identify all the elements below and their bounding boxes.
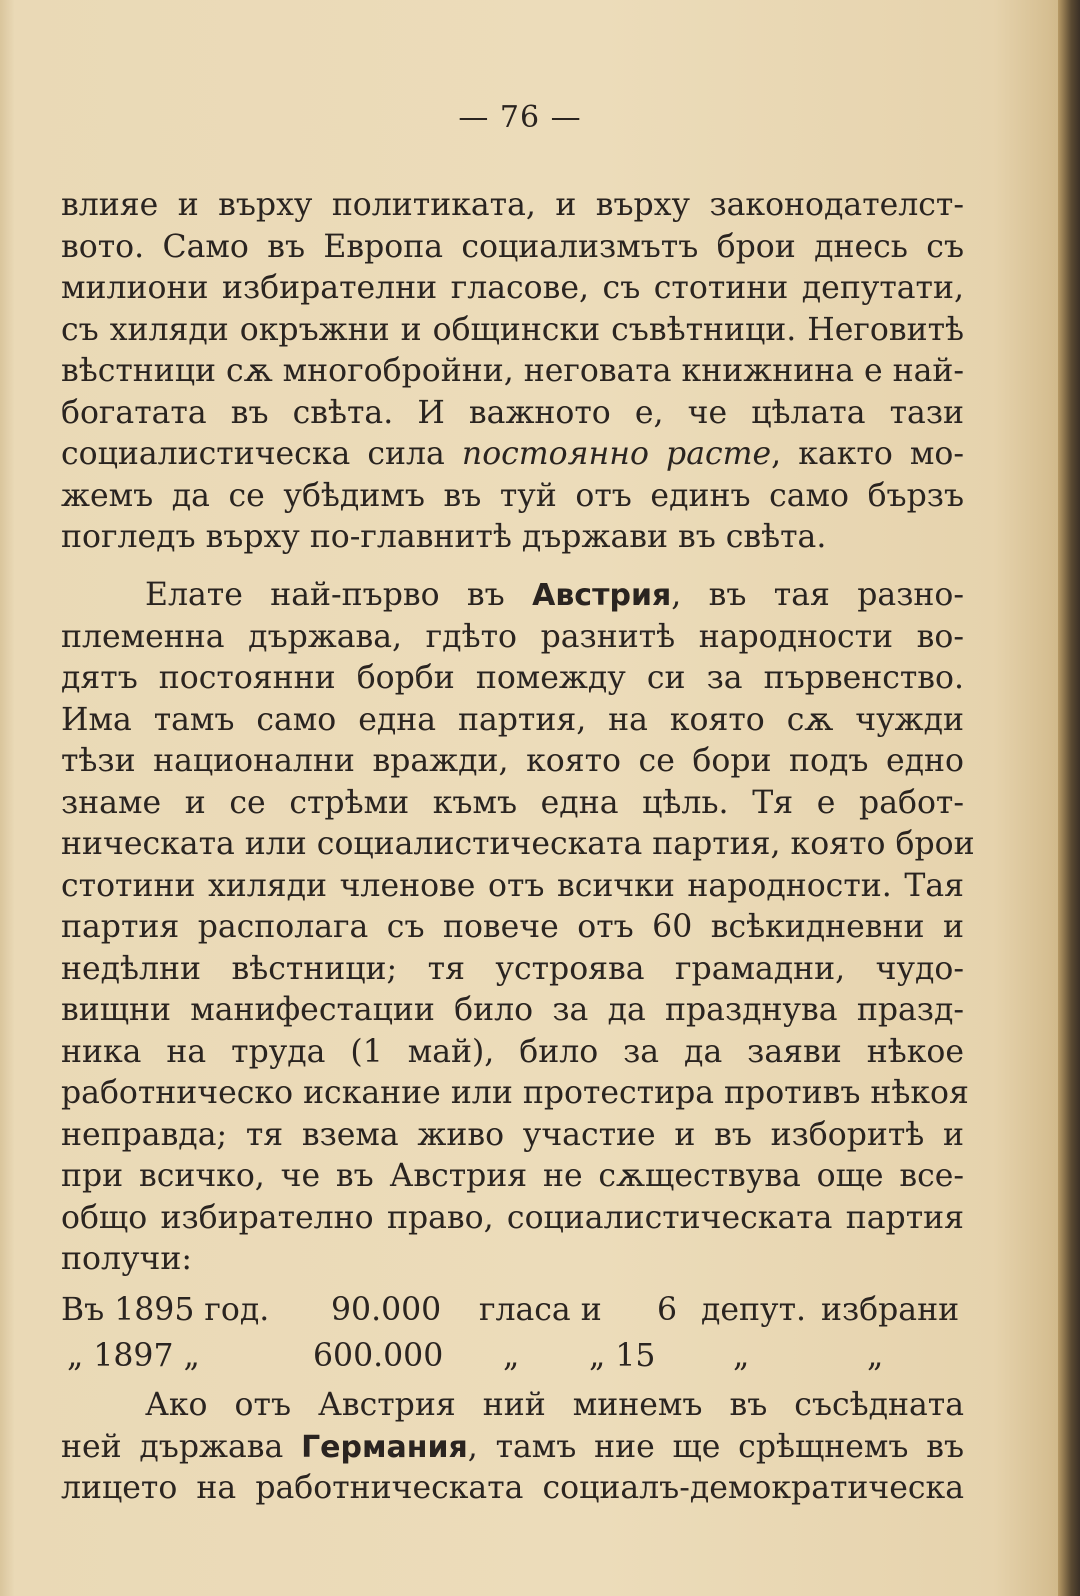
- table-cell: 6: [657, 1292, 678, 1328]
- text-line: Ако отъ Австрия ний минемъ въ съсѣдната: [145, 1387, 964, 1423]
- text-segment: Елате най-първо въ: [145, 577, 505, 613]
- paragraph-1: [61, 185, 964, 559]
- text-line: партия располага съ повече отъ 60 всѣкидневни и: [61, 909, 964, 945]
- text-line: [61, 575, 964, 617]
- text-segment: , въ тая разно-: [671, 577, 965, 613]
- text-line: племенна държава, гдѣто разнитѣ народности во-: [61, 618, 964, 655]
- text-line: жемъ да се убѣдимъ въ туй отъ единъ само бързъ: [61, 477, 964, 514]
- text-line: вѣстници сѫ многобройни, неговата книжнина е най-: [61, 353, 965, 389]
- table-cell: депут.: [701, 1292, 807, 1328]
- text-line: [61, 1427, 964, 1469]
- bold-country-name: Германия: [301, 1429, 468, 1465]
- text-line: ника на труда (1 май), било за да заяви нѣкое: [61, 1033, 964, 1070]
- text-line: Има тамъ само една партия, на която сѫ чужди: [61, 701, 964, 738]
- text-line: неправда; тя взема живо участие и въ изборитѣ и: [61, 1116, 964, 1153]
- paragraph-2: [61, 575, 975, 1281]
- table-cell: 600.000: [313, 1338, 444, 1374]
- paragraph-3: [61, 1385, 964, 1510]
- table-cell: „ 15: [589, 1338, 656, 1374]
- text-line: стотини хиляди членове отъ всички народности. Тая: [61, 867, 964, 904]
- table-cell: „ 1897 „: [67, 1338, 200, 1374]
- page-number: — 76 —: [458, 100, 582, 135]
- table-row: [61, 1290, 964, 1336]
- text-line: общо избирателно право, социалистическата партия: [61, 1199, 964, 1236]
- text-segment: , както мо-: [771, 436, 964, 472]
- italic-phrase: постоянно расте: [461, 436, 772, 472]
- text-line: тѣзи национални вражди, която се бори подъ едно: [61, 743, 964, 779]
- text-line: получи:: [61, 1241, 192, 1277]
- text-line: съ хиляди окръжни и общински съвѣтници. Неговитѣ: [61, 311, 964, 348]
- text-line: погледъ върху по-главнитѣ държави въ свѣта.: [61, 519, 827, 555]
- book-spine: [1058, 0, 1080, 1596]
- text-line: вото. Само въ Европа социализмътъ брои днесь съ: [61, 228, 964, 265]
- text-line: вищни манифестации било за да празднува празд-: [61, 992, 964, 1028]
- page-left-edge: [0, 0, 14, 1596]
- text-line: знаме и се стрѣми къмъ една цѣль. Тя е работ-: [61, 784, 964, 821]
- table-cell: „: [867, 1338, 884, 1374]
- text-line: влияе и върху политиката, и върху законодателст-: [61, 187, 964, 223]
- table-cell: 90.000: [331, 1292, 442, 1328]
- text-line: работническо искание или протестира противъ нѣкоя: [61, 1075, 969, 1111]
- text-line: [61, 434, 964, 476]
- table-cell: Въ 1895 год.: [61, 1292, 270, 1328]
- bold-country-name: Австрия: [532, 578, 672, 613]
- table-cell: избрани: [821, 1292, 960, 1328]
- text-line: лицето на работническата социалъ-демократическа: [61, 1470, 964, 1506]
- table-cell: „: [733, 1338, 750, 1374]
- text-line: богатата въ свѣта. И важното е, че цѣлата тази: [61, 394, 964, 431]
- text-segment: ней държава: [61, 1428, 284, 1465]
- table-row: [61, 1336, 964, 1382]
- text-segment: , тамъ ние ще срѣщнемъ въ: [467, 1428, 964, 1465]
- table-cell: гласа и: [479, 1292, 602, 1328]
- text-line: ническата или социалистическата партия, която брои: [61, 826, 975, 862]
- text-line: при всичко, че въ Австрия не сѫществува още все-: [61, 1158, 964, 1194]
- election-results-table: [61, 1290, 964, 1382]
- text-line: недѣлни вѣстници; тя устроява грамадни, чудо-: [61, 950, 964, 987]
- text-line: милиони избирателни гласове, съ стотини депутати,: [61, 270, 964, 306]
- table-cell: „: [503, 1338, 520, 1374]
- text-segment: социалистическа сила: [61, 436, 445, 472]
- text-line: дятъ постоянни борби помежду си за първенство.: [61, 660, 964, 696]
